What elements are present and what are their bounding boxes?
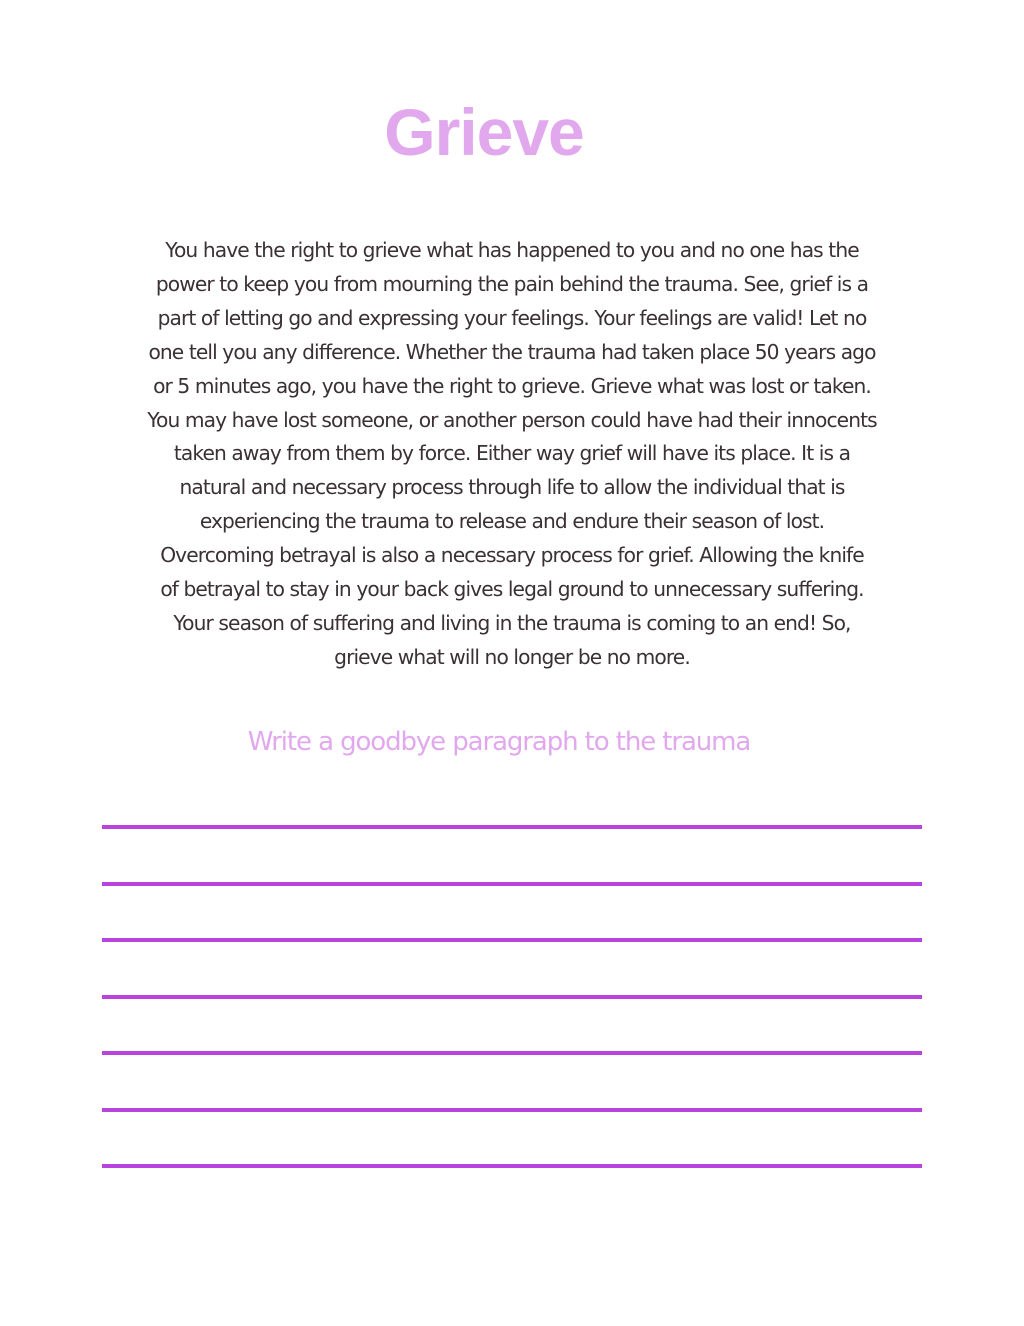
- writing-line-2[interactable]: [102, 882, 922, 886]
- writing-line-3[interactable]: [102, 938, 922, 942]
- body-line: taken away from them by force. Either way grief will have its place. It is a: [173, 441, 851, 466]
- writing-line-5[interactable]: [102, 1051, 922, 1055]
- body-line: grieve what will no longer be no more.: [334, 644, 690, 669]
- body-line: experiencing the trauma to release and endure their season of lost.: [199, 509, 825, 534]
- body-line: part of letting go and expressing your feelings. Your feelings are valid! Let no: [157, 305, 867, 330]
- body-line: of betrayal to stay in your back gives legal ground to unnecessary suffering.: [160, 577, 864, 602]
- page-title: Grieve: [384, 95, 584, 169]
- body-line: natural and necessary process through life to allow the individual that is: [179, 475, 845, 500]
- writing-line-6[interactable]: [102, 1108, 922, 1112]
- body-line: Your season of suffering and living in the trauma is coming to an end! So,: [173, 610, 851, 635]
- body-line: or 5 minutes ago, you have the right to grieve. Grieve what was lost or taken.: [153, 373, 871, 398]
- body-line: one tell you any difference. Whether the trauma had taken place 50 years ago: [148, 339, 876, 364]
- writing-prompt: Write a goodbye paragraph to the trauma: [247, 727, 751, 757]
- body-line: Overcoming betrayal is also a necessary process for grief. Allowing the knife: [160, 543, 864, 568]
- body-paragraph: [96, 234, 928, 675]
- body-line: power to keep you from mourning the pain behind the trauma. See, grief is a: [155, 271, 869, 296]
- writing-line-4[interactable]: [102, 995, 922, 999]
- body-line: You have the right to grieve what has happened to you and no one has the: [165, 238, 859, 262]
- writing-line-1[interactable]: [102, 825, 922, 829]
- body-line: You may have lost someone, or another person could have had their innocents: [147, 407, 877, 432]
- writing-line-7[interactable]: [102, 1164, 922, 1168]
